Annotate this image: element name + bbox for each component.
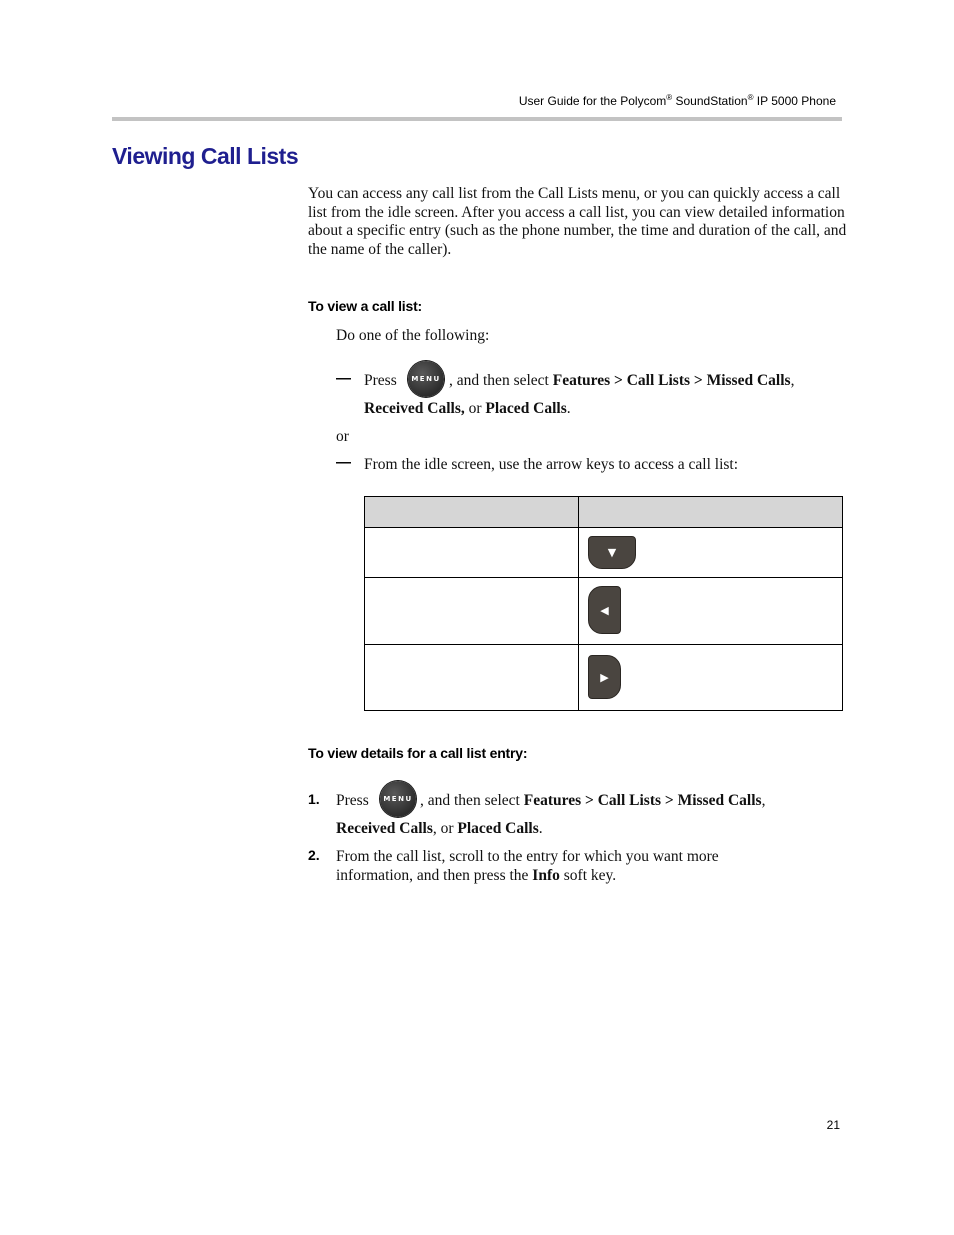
soft-key-name: Info (532, 867, 560, 884)
header-rule (112, 117, 842, 121)
step-press-label: Press (336, 792, 369, 809)
table-row (365, 645, 843, 711)
option-1-text (449, 371, 794, 390)
right-arrow-key-icon (588, 655, 621, 699)
option-2-text: From the idle screen, use the arrow keys to access a call list: (364, 456, 739, 473)
table-cell (365, 528, 579, 578)
table-cell (579, 578, 843, 645)
step-text: information, and then press the (336, 867, 533, 884)
step-text: soft key. (559, 867, 617, 884)
left-arrow-key-icon (588, 586, 621, 634)
menu-key-icon (380, 781, 416, 817)
table-cell (579, 528, 843, 578)
punctuation: . (566, 400, 571, 417)
table-cell (365, 578, 579, 645)
down-arrow-key-icon (588, 536, 636, 569)
menu-path: Features > Call Lists > Missed Calls (552, 372, 791, 389)
table-header-cell (365, 497, 579, 528)
registered-mark: ® (666, 93, 673, 102)
menu-path: Features > Call Lists > Missed Calls (523, 792, 762, 809)
procedure-lead: Do one of the following: (336, 327, 490, 344)
option-text: or (464, 400, 486, 417)
running-header (519, 93, 836, 108)
procedure-heading: To view details for a call list entry: (308, 745, 528, 761)
menu-item-placed: Placed Calls (485, 400, 567, 417)
arrow-keys-table (364, 496, 843, 711)
option-1-text-cont (364, 399, 571, 418)
punctuation: . (538, 820, 543, 837)
arrow-glyph: ▼ (607, 546, 617, 559)
arrow-glyph: ▶ (600, 670, 609, 684)
section-title: Viewing Call Lists (112, 143, 299, 169)
step-2-text: From the call list, scroll to the entry for which you want more (336, 848, 719, 865)
step-1-text-cont (336, 819, 543, 838)
table-header-cell (579, 497, 843, 528)
step-text: , or (432, 820, 458, 837)
table-row (365, 528, 843, 578)
option-text: , and then select (449, 372, 553, 389)
running-header-text: User Guide for the Polycom (518, 94, 667, 108)
punctuation: , (761, 792, 766, 809)
table-cell (579, 645, 843, 711)
menu-item-placed: Placed Calls (457, 820, 539, 837)
running-header-text: IP 5000 Phone (753, 94, 836, 108)
step-text: , and then select (420, 792, 524, 809)
or-text: or (336, 428, 349, 445)
intro-paragraph: You can access any call list from the Call Lists menu, or you can quickly access a call list from the idle screen. After you access a call list, you can view detailed information about a specific entry (such as the phone number, the time and duration of the call, and the name of the caller). (308, 185, 847, 259)
menu-key-icon (408, 361, 444, 397)
table-row (365, 578, 843, 645)
menu-item-received: Received Calls (336, 820, 433, 837)
table-cell (365, 645, 579, 711)
option-press-label: Press (364, 372, 397, 389)
step-number: 2. (308, 847, 320, 863)
running-header-text: SoundStation (672, 94, 748, 108)
page-number: 21 (826, 1118, 840, 1132)
menu-key-label: MENU (411, 375, 441, 383)
menu-item-received: Received Calls, (364, 400, 465, 417)
registered-mark: ® (747, 93, 754, 102)
step-1-text (420, 791, 765, 810)
punctuation: , (790, 372, 795, 389)
step-2-text-cont (336, 866, 616, 885)
arrow-glyph: ◀ (600, 603, 609, 617)
step-number: 1. (308, 791, 320, 807)
dash-bullet: — (336, 370, 351, 387)
procedure-heading: To view a call list: (308, 298, 423, 314)
menu-key-label: MENU (383, 795, 413, 803)
table-header-row (365, 497, 843, 528)
dash-bullet: — (336, 454, 351, 471)
